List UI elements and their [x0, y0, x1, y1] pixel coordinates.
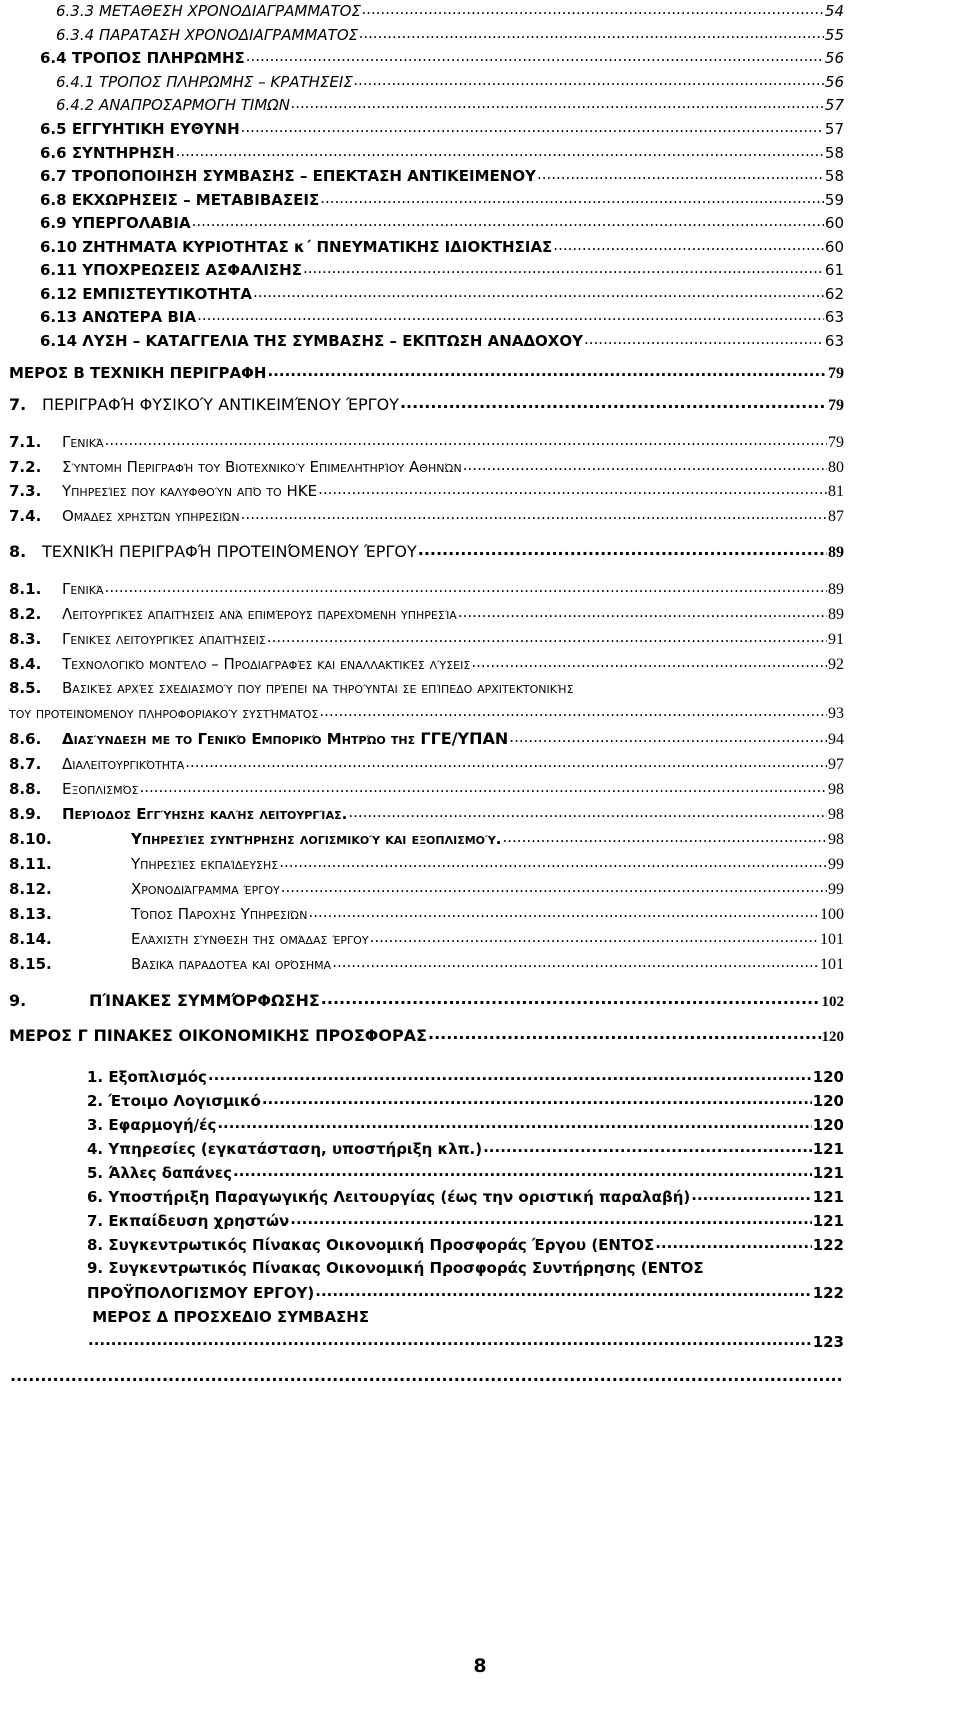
toc-number: 8.3. — [9, 630, 42, 648]
toc-number: 8.6. — [9, 730, 42, 748]
toc-page: 94 — [828, 731, 844, 748]
toc-entry[interactable] — [9, 541, 844, 562]
toc-page: 100 — [820, 906, 844, 923]
leader-dots — [691, 1187, 811, 1202]
leader-dots — [267, 629, 827, 644]
toc-number: 6.4 — [40, 49, 67, 67]
toc-page: 93 — [828, 705, 844, 722]
toc-entry[interactable] — [9, 654, 844, 674]
toc-entry[interactable] — [9, 679, 844, 697]
toc-page: 98 — [828, 831, 844, 848]
toc-page: 101 — [820, 931, 844, 948]
toc-title: ΜΕΡΟΣ Β ΤΕΧΝΙΚΗ ΠΕΡΙΓΡΑΦΗ — [9, 364, 267, 382]
toc-number: 8.15. — [9, 955, 52, 973]
toc-entry[interactable] — [40, 307, 844, 326]
toc-number: 7. — [87, 1212, 104, 1230]
toc-page: 55 — [824, 26, 844, 44]
leader-dots — [655, 1235, 811, 1250]
toc-number: 5. — [87, 1164, 104, 1182]
toc-page: 120 — [821, 1029, 844, 1045]
toc-title: Περίοδος Εγγύησης καλής λειτουργίας. — [62, 805, 348, 823]
leader-dots — [262, 1091, 812, 1106]
toc-entry[interactable] — [87, 1308, 844, 1326]
toc-title: ΕΚΧΩΡΗΣΕΙΣ – ΜΕΤΑΒΙΒΑΣΕΙΣ — [71, 191, 320, 209]
leader-dots — [291, 95, 824, 110]
toc-entry[interactable] — [9, 1367, 844, 1383]
toc-title: Εξοπλισμός — [62, 780, 139, 798]
toc-title: Ομάδες χρηστών υπηρεσιών — [62, 507, 240, 525]
toc-page: 89 — [828, 581, 844, 598]
toc-page: 57 — [824, 120, 844, 138]
toc-title: ΜΕΤΑΘΕΣΗ ΧΡΟΝΟΔΙΑΓΡΑΜΜΑΤΟΣ — [98, 2, 361, 20]
toc-number: 6.12 — [40, 285, 78, 303]
toc-title: Διαλειτουργικότητα — [62, 755, 185, 773]
toc-page: 60 — [824, 214, 844, 232]
toc-number: 8.13. — [9, 905, 52, 923]
leader-dots — [176, 143, 824, 158]
leader-dots — [553, 237, 824, 252]
toc-number: 8.2. — [9, 605, 42, 623]
toc-number: 7.3. — [9, 482, 42, 500]
toc-title: Συγκεντρωτικός Πίνακας Οικονομική Προσφοράς Συντήρησης (ΕΝΤΟΣ — [108, 1259, 704, 1277]
leader-dots — [267, 363, 827, 378]
toc-entry[interactable] — [87, 1211, 844, 1230]
toc-page: 122 — [812, 1284, 844, 1302]
leader-dots — [359, 25, 824, 40]
toc-page: 79 — [828, 365, 844, 382]
page-number: 8 — [473, 1655, 487, 1677]
toc-title: Γενικά — [62, 580, 104, 598]
toc-entry[interactable] — [9, 854, 844, 874]
toc-title: Εκπαίδευση χρηστών — [108, 1212, 290, 1230]
toc-page: 58 — [824, 167, 844, 185]
leader-dots — [88, 1332, 812, 1347]
leader-dots — [105, 432, 827, 447]
toc-entry[interactable] — [87, 1091, 844, 1110]
toc-page: 56 — [824, 73, 844, 91]
toc-entry[interactable] — [9, 1025, 844, 1046]
toc-title: ΤΡΟΠΟΣ ΠΛΗΡΩΜΗΣ — [71, 49, 245, 67]
leader-dots — [315, 1283, 811, 1298]
leader-dots — [471, 654, 827, 669]
toc-title: ΑΝΑΠΡΟΣΑΡΜΟΓΗ ΤΙΜΩΝ — [98, 96, 290, 114]
leader-dots — [279, 854, 827, 869]
toc-title: Τεχνολογικό μοντέλο – Προδιαγραφές και εναλλακτικές λύσεις — [62, 655, 471, 673]
toc-title: Υπηρεσίες συντήρησης λογισμικού και εξοπλισμού. — [131, 830, 502, 848]
toc-number: 8.10. — [9, 830, 52, 848]
toc-entry[interactable] — [9, 481, 844, 501]
toc-entry[interactable] — [40, 213, 844, 232]
toc-number: 7. — [9, 395, 27, 414]
toc-number: 8.12. — [9, 880, 52, 898]
toc-page: 92 — [828, 656, 844, 673]
toc-page: 79 — [828, 434, 844, 451]
toc-entry[interactable] — [9, 929, 844, 949]
toc-entry[interactable] — [40, 284, 844, 303]
toc-entry-continuation[interactable] — [87, 1283, 844, 1302]
toc-title: Υπηρεσίες που καλυφθούν από το ΗΚΕ — [62, 482, 318, 500]
leader-dots — [185, 754, 827, 769]
leader-dots — [463, 457, 827, 472]
leader-dots — [428, 1025, 821, 1041]
toc-entry[interactable] — [40, 166, 844, 185]
toc-page: 99 — [828, 881, 844, 898]
toc-entry[interactable] — [40, 331, 844, 350]
toc-page: 54 — [824, 2, 844, 20]
toc-entry[interactable] — [9, 363, 844, 383]
toc-number: 6.14 — [40, 332, 78, 350]
leader-dots — [192, 213, 824, 228]
toc-number: 4. — [87, 1140, 104, 1158]
toc-number: 6.4.1 — [56, 73, 95, 91]
toc-number: 6.4.2 — [56, 96, 95, 114]
toc-entry[interactable] — [56, 72, 844, 91]
leader-dots — [10, 1367, 843, 1383]
leader-dots — [105, 579, 827, 594]
toc-number: 7.1. — [9, 433, 42, 451]
toc-title: Τόπος Παροχής Υπηρεσιών — [131, 905, 308, 923]
toc-title: Γενικά — [62, 433, 104, 451]
leader-dots — [332, 954, 819, 969]
leader-dots — [319, 703, 827, 718]
toc-page: 99 — [828, 856, 844, 873]
leader-dots — [217, 1115, 811, 1130]
toc-title: ΜΕΡΟΣ Δ ΠΡΟΣΧΕΔΙΟ ΣΥΜΒΑΣΗΣ — [92, 1308, 370, 1326]
toc-number: 8. — [87, 1236, 104, 1254]
leader-dots — [503, 829, 828, 844]
toc-number: 6.3.4 — [56, 26, 95, 44]
leader-dots — [509, 729, 827, 744]
toc-entry[interactable] — [87, 1163, 844, 1182]
toc-page: 122 — [812, 1236, 844, 1254]
leader-dots — [458, 604, 827, 619]
toc-title: ΤΡΟΠΟΠΟΙΗΣΗ ΣΥΜΒΑΣΗΣ – ΕΠΕΚΤΑΣΗ ΑΝΤΙΚΕΙΜΕΝΟΥ — [71, 167, 536, 185]
toc-number: 8.4. — [9, 655, 42, 673]
leader-dots — [233, 1163, 812, 1178]
toc-title: ΥΠΕΡΓΟΛΑΒΙΑ — [71, 214, 191, 232]
toc-number: 2. — [87, 1092, 104, 1110]
leader-dots — [418, 541, 827, 557]
toc-page: 63 — [824, 332, 844, 350]
toc-page: 89 — [828, 606, 844, 623]
toc-number: 8. — [9, 542, 27, 561]
toc-number: 8.7. — [9, 755, 42, 773]
toc-title: ΖΗΤΗΜΑΤΑ ΚΥΡΙΟΤΗΤΑΣ κ΄ ΠΝΕΥΜΑΤΙΚΗΣ ΙΔΙΟΚΤΗΣΙΑΣ — [82, 238, 553, 256]
toc-title: Υπηρεσίες (εγκατάσταση, υποστήριξη κλπ.) — [108, 1140, 483, 1158]
toc-number: 8.5. — [9, 679, 42, 697]
leader-dots — [348, 804, 827, 819]
toc-page: 121 — [812, 1140, 844, 1158]
leader-dots — [308, 904, 819, 919]
leader-dots — [318, 481, 827, 496]
toc-number: 1. — [87, 1068, 104, 1086]
toc-title: Εξοπλισμός — [108, 1068, 207, 1086]
toc-number: 6. — [87, 1188, 104, 1206]
toc-entry[interactable] — [87, 1235, 844, 1254]
toc-number: 6.7 — [40, 167, 67, 185]
toc-page: 101 — [820, 956, 844, 973]
toc-page: 59 — [824, 191, 844, 209]
toc-entry[interactable] — [40, 237, 844, 256]
toc-page: 121 — [812, 1188, 844, 1206]
leader-dots — [139, 779, 827, 794]
toc-number: 6.3.3 — [56, 2, 95, 20]
toc-entry[interactable] — [56, 95, 844, 114]
leader-dots — [281, 879, 827, 894]
toc-entry[interactable] — [40, 260, 844, 279]
toc-number: 8.1. — [9, 580, 42, 598]
toc-page: 56 — [824, 49, 844, 67]
leader-dots — [321, 990, 821, 1006]
toc-entry[interactable] — [9, 457, 844, 477]
leader-dots — [208, 1067, 812, 1082]
toc-entry-continuation[interactable] — [87, 1332, 844, 1351]
toc-title: Χρονοδιάγραμμα έργου — [131, 880, 280, 898]
leader-dots — [246, 48, 824, 63]
toc-title: Γενικές λειτουργικές απαιτήσεις — [62, 630, 266, 648]
toc-number: 6.10 — [40, 238, 78, 256]
toc-entry[interactable] — [9, 729, 844, 749]
leader-dots — [290, 1211, 811, 1226]
toc-page: 91 — [828, 631, 844, 648]
toc-title: ΜΕΡΟΣ Γ ΠΙΝΑΚΕΣ ΟΙΚΟΝΟΜΙΚΗΣ ΠΡΟΣΦΟΡΑΣ — [9, 1026, 427, 1045]
toc-entry[interactable] — [87, 1139, 844, 1158]
toc-title: ΣΥΝΤΗΡΗΣΗ — [71, 144, 175, 162]
toc-page: 120 — [812, 1116, 844, 1134]
toc-entry[interactable] — [87, 1187, 844, 1206]
toc-entry[interactable] — [9, 629, 844, 649]
leader-dots — [303, 260, 824, 275]
toc-title: Υποστήριξη Παραγωγικής Λειτουργίας (έως την οριστική παραλαβή) — [108, 1188, 691, 1206]
toc-number: 9. — [87, 1259, 104, 1277]
toc-entry[interactable] — [87, 1067, 844, 1086]
toc-entry[interactable] — [56, 1, 844, 20]
toc-title-continuation: του προτεινόμενου πληροφοριακού συστήματος — [9, 704, 319, 722]
toc-entry[interactable] — [9, 506, 844, 526]
toc-page: 58 — [824, 144, 844, 162]
toc-page: 57 — [824, 96, 844, 114]
leader-dots — [370, 929, 819, 944]
leader-dots — [537, 166, 824, 181]
toc-page: 121 — [812, 1164, 844, 1182]
toc-title-tail: ΓΓΕ/ΥΠΑΝ — [420, 729, 509, 748]
toc-title: Υπηρεσίες εκπαίδευσης — [131, 855, 279, 873]
toc-number: 6.8 — [40, 191, 67, 209]
toc-title: Άλλες δαπάνες — [108, 1164, 233, 1182]
toc-title: ΠΕΡΙΓΡΑΦΉ ΦΥΣΙΚΟΎ ΑΝΤΙΚΕΙΜΈΝΟΥ ΈΡΓΟΥ — [42, 395, 399, 414]
toc-number: 6.13 — [40, 308, 78, 326]
toc-title: ΠΑΡΑΤΑΣΗ ΧΡΟΝΟΔΙΑΓΡΑΜΜΑΤΟΣ — [98, 26, 359, 44]
toc-number: 6.5 — [40, 120, 67, 138]
toc-title: Βασικές αρχές σχεδιασμού που πρέπει να τηρούνται σε επίπεδο αρχιτεκτονικής — [62, 679, 574, 697]
toc-number: 8.8. — [9, 780, 42, 798]
toc-entry[interactable] — [9, 779, 844, 799]
toc-entry[interactable] — [9, 904, 844, 924]
toc-page: 120 — [812, 1068, 844, 1086]
toc-entry[interactable] — [9, 879, 844, 899]
toc-page: 80 — [828, 459, 844, 476]
leader-dots — [483, 1139, 812, 1154]
toc-entry-continuation[interactable] — [9, 703, 844, 723]
toc-number: 8.11. — [9, 855, 52, 873]
toc-title: ΠΊΝΑΚΕΣ ΣΥΜΜΌΡΦΩΣΗΣ — [89, 991, 320, 1010]
leader-dots — [320, 190, 824, 205]
toc-number: 9. — [9, 991, 27, 1010]
toc-title: ΥΠΟΧΡΕΩΣΕΙΣ ΑΣΦΑΛΙΣΗΣ — [82, 261, 302, 279]
toc-page: 98 — [828, 806, 844, 823]
toc-entry[interactable] — [40, 143, 844, 162]
toc-page: 79 — [828, 397, 844, 414]
toc-page: 62 — [824, 285, 844, 303]
toc-page: 63 — [824, 308, 844, 326]
toc-page: 121 — [812, 1212, 844, 1230]
toc-entry[interactable] — [56, 25, 844, 44]
leader-dots — [362, 1, 824, 16]
toc-page: 120 — [812, 1092, 844, 1110]
toc-title: Διασύνδεση με το Γενικό Εμπορικό Μητρώο της — [62, 730, 416, 748]
leader-dots — [354, 72, 824, 87]
toc-title: ΑΝΩΤΕΡΑ ΒΙΑ — [82, 308, 197, 326]
toc-entry[interactable] — [9, 990, 844, 1011]
toc-title: Έτοιμο Λογισμικό — [108, 1092, 261, 1110]
toc-title: ΕΜΠΙΣΤΕΥΤΙΚΟΤΗΤΑ — [82, 285, 252, 303]
toc-entry[interactable] — [9, 754, 844, 774]
toc-title: ΕΓΓΥΗΤΙΚΗ ΕΥΘΥΝΗ — [71, 120, 240, 138]
toc-page: 123 — [812, 1333, 844, 1351]
toc-entry[interactable] — [9, 579, 844, 599]
toc-entry[interactable] — [40, 190, 844, 209]
toc-page: 102 — [821, 994, 844, 1010]
toc-title: ΛΥΣΗ – ΚΑΤΑΓΓΕΛΙΑ ΤΗΣ ΣΥΜΒΑΣΗΣ – ΕΚΠΤΩΣΗ ΑΝΑΔΟΧΟΥ — [82, 332, 583, 350]
toc-page: 87 — [828, 508, 844, 525]
toc-number: 6.11 — [40, 261, 78, 279]
leader-dots — [253, 284, 824, 299]
toc-number: 6.9 — [40, 214, 67, 232]
toc-title: Ελάχιστη σύνθεση της ομάδας έργου — [131, 930, 369, 948]
toc-title: Σύντομη Περιγραφή του Βιοτεχνικού Επιμελητηρίου Αθηνών — [62, 458, 462, 476]
toc-page: 97 — [828, 756, 844, 773]
toc-number: 7.2. — [9, 458, 42, 476]
toc-title: Συγκεντρωτικός Πίνακας Οικονομική Προσφοράς Έργου (ΕΝΤΟΣ — [108, 1236, 655, 1254]
leader-dots — [241, 506, 827, 521]
toc-number: 6.6 — [40, 144, 67, 162]
toc-entry[interactable] — [87, 1115, 844, 1134]
toc-page: 98 — [828, 781, 844, 798]
leader-dots — [241, 119, 824, 134]
leader-dots — [400, 394, 827, 410]
toc-page: 81 — [828, 483, 844, 500]
toc-title: ΤΡΟΠΟΣ ΠΛΗΡΩΜΗΣ – ΚΡΑΤΗΣΕΙΣ — [98, 73, 353, 91]
toc-entry[interactable] — [9, 432, 844, 452]
toc-entry[interactable] — [87, 1259, 844, 1277]
toc-entry[interactable] — [9, 604, 844, 624]
toc-page: 61 — [824, 261, 844, 279]
toc-entry[interactable] — [9, 829, 844, 849]
toc-title: ΤΕΧΝΙΚΉ ΠΕΡΙΓΡΑΦΉ ΠΡΟΤΕΙΝΌΜΕΝΟΥ ΈΡΓΟΥ — [42, 542, 417, 561]
toc-page: 89 — [828, 544, 844, 561]
toc-title: Λειτουργικές απαιτήσεις ανά επιμέρους παρεχόμενη υπηρεσία — [62, 605, 457, 623]
toc-number: 8.14. — [9, 930, 52, 948]
toc-entry[interactable] — [9, 804, 844, 824]
toc-page: 60 — [824, 238, 844, 256]
toc-number: 7.4. — [9, 507, 42, 525]
toc-title-continuation: ΠΡΟΫΠΟΛΟΓΙΣΜΟΥ ΕΡΓΟΥ) — [87, 1284, 315, 1302]
leader-dots — [197, 307, 824, 322]
toc-entry[interactable] — [40, 119, 844, 138]
leader-dots — [584, 331, 824, 346]
toc-title: Βασικά παραδοτέα και ορόσημα — [131, 955, 332, 973]
toc-number: 3. — [87, 1116, 104, 1134]
toc-entry[interactable] — [9, 954, 844, 974]
toc-entry[interactable] — [40, 48, 844, 67]
toc-entry[interactable] — [9, 394, 844, 415]
toc-title: Εφαρμογή/ές — [108, 1116, 217, 1134]
toc-number: 8.9. — [9, 805, 42, 823]
